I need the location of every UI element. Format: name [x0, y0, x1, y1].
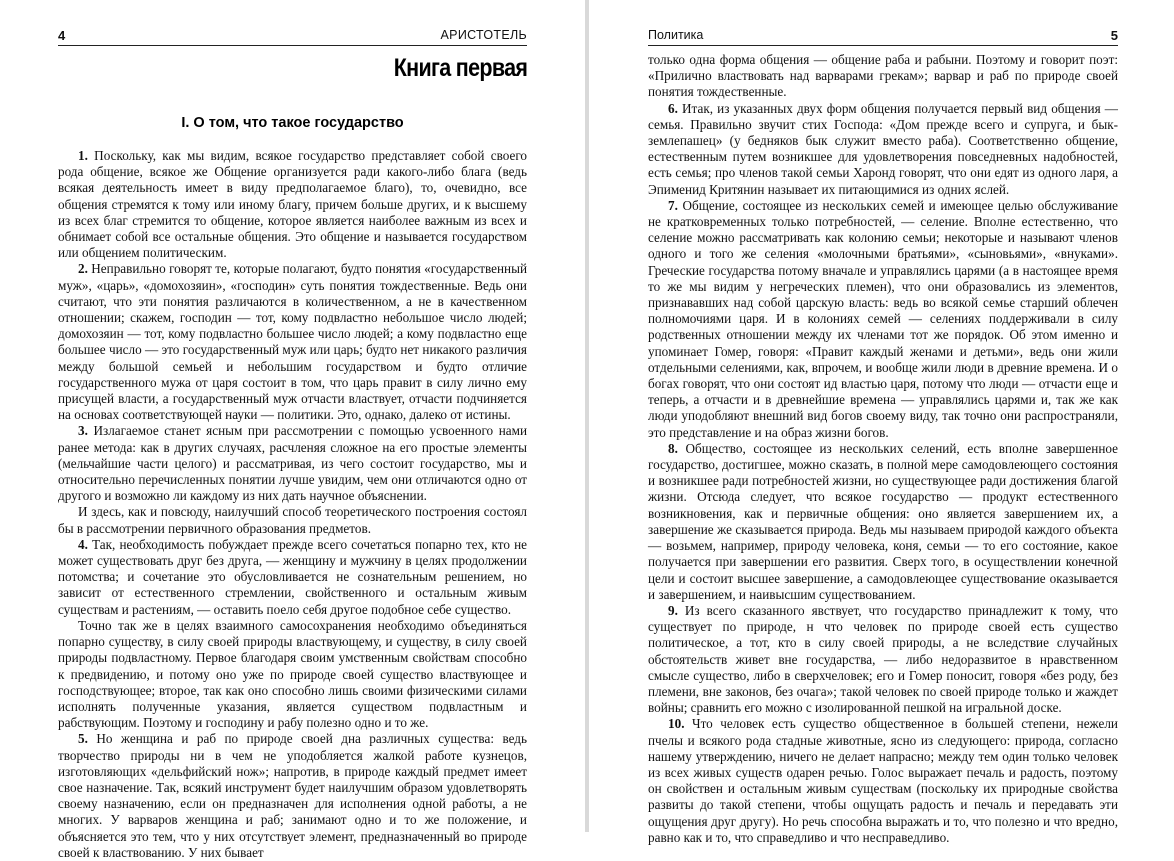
paragraph-number: 7.	[668, 197, 678, 213]
book-gutter	[585, 0, 589, 832]
page-number: 5	[1110, 28, 1118, 43]
paragraph-text: Так, необходимость побуждает прежде всего сочетаться попарно тех, кто не может существовать друг без друга, — женщину и мужчину в целях продолжении потомства; и сочетание это обусловливается не сознательным решением, но зависит от естественного стремлении, свойственного и остальным живым существам и растениям, — оставить поело себя другое подобное себе существо.	[58, 536, 528, 617]
paragraph-text: Из всего сказанного явствует, что государство принадлежит к тому, что существует по природе, н что человек по природе своей есть существо политическое, а тот, кто в силу своей природы, а не вследствие случайных обстоятельств живет вне государства, — либо недоразвитое в нравственном смысле существо, либо в сверхчеловек; его и Гомер поносит, говоря «без роду, без племени, вне законов, без очага»; такой человек по своей природе только и жаждет войны; сравнить его можно с изолированной пешкой на игральной доске.	[648, 602, 1118, 716]
paragraph-text: Поскольку, как мы видим, всякое государство представляет собой своего рода общение, всякое же Общение организуется ради какого-либо блага (ведь всякая деятельность имеет в виду предполагаемое благо), то, очевидно, все общения стремятся к тому или иному благу, причем больше других, и к высшему из всех благ стремится то общение, которое является наиболее важным из всех и обнимает собой все остальные общения. Это общение и называется государством или общением политическим.	[58, 148, 527, 261]
paragraph-number: 10.	[668, 716, 685, 732]
paragraph	[648, 441, 1118, 603]
paragraph-text: Неправильно говорят те, которые полагают, будто понятия «государственный муж», «царь», «домохозяин», «господин» суть понятия тождественные. Ведь они считают, что эти понятия различаются в количественном, а не в качественном отношении; скажем, господин — тот, кому подвластно небольшое число людей; домохозяин — тот, кому подвластно большее число людей; а кому подвластно еще большее число — это государственный муж или царь; будто нет никакого различия между большой семьей и небольшим государством и будто отличие государственного мужа от царя состоит в том, что царь правит в силу лично ему присущей власти, а государственный муж отчасти властвует, отчасти подчиняется на основах соответствующей науки — политики. Это, однако, далеко от истины.	[58, 261, 528, 423]
header-rule	[58, 45, 527, 46]
paragraph	[58, 423, 527, 504]
paragraph-number: 8.	[668, 440, 678, 456]
paragraph-text: Итак, из указанных двух форм общения получается первый вид общения — семья. Правильно звучит стих Господа: «Дом прежде всего и супруга, и бык-землепашец» (у бедняков бык служит вместо раба). Соответственно общение, естественным путем возникшее для удовлетворения повседневных надобностей, есть семья; про членов такой семьи Харонд говорят, что они едят из одного ларя, а Эпименид Критянин называет их питающимися из одних яслей.	[648, 100, 1118, 197]
paragraph	[58, 261, 527, 423]
paragraph-text: Общество, состоящее из нескольких селений, есть вполне завершенное государство, достигшее, можно сказать, в полной мере самодовлеющего состояния и возникшее ради потребностей жизни, но существующее ради достижения благой жизни. Отсюда следует, что всякое государство — продукт естественного возникновения, как и первичные общения: оно является завершением их, а завершение же сказывается природа. Ведь мы называем природой каждого объекта — возьмем, например, природу человека, коня, семьи — то его состояние, какое получается при завершении его развития. Сверх того, в осуществлении конечной цели и состоит высшее завершение, а самодовлеющее существование оказывается и завершением, и наивысшим существованием.	[648, 440, 1118, 602]
paragraph	[648, 603, 1118, 716]
paragraph	[58, 618, 527, 731]
paragraph-text: Излагаемое станет ясным при рассмотрении с помощью усвоенного нами ранее метода: как в других случаях, расчленяя сложное на его простые элементы (мельчайшие части целого) и рассматривая, из чего состоит государство, мы и относительно перечисленных понятии лучше увидим, чем они отличаются одно от другого и возможно ли каждому из них дать научное объяснении.	[58, 423, 528, 504]
right-page	[648, 0, 1119, 845]
paragraph-number: 5.	[78, 731, 88, 747]
paragraph-number: 2.	[78, 261, 88, 277]
running-head-title: АРИСТОТЕЛЬ	[440, 28, 527, 42]
continued-paragraph	[648, 52, 1118, 101]
left-page	[58, 0, 528, 860]
header-rule	[648, 45, 1118, 46]
page-body-right	[648, 52, 1118, 846]
book-title: Книга первая	[393, 54, 527, 82]
paragraph-text: И здесь, как и повсюду, наилучший способ теоретического построения состоял бы в рассмотрении первичного образования предметов.	[58, 504, 527, 536]
running-header-left	[58, 28, 527, 44]
paragraph-text: Что человек есть существо общественное в большей степени, нежели пчелы и всякого рода стадные животные, ясно из следующего: природа, согласно нашему утверждению, ничего не делает напрасно; между тем один только человек из всех живых существ одарен речью. Голос выражает печаль и радость, поэтому он свойствен и остальным живым существам (поскольку их природные свойства развиты до такой степени, чтобы ощущать радость и печаль и передавать эти ощущения друг другу). Но речь способна выражать и то, что полезно и что вредно, равно как и то, что справедливо и что несправедливо.	[648, 716, 1118, 845]
paragraph-text: Точно так же в целях взаимного самосохранения необходимо объединяться попарно существу, в силу своей природы властвующему, и существу, в силу своей природы подвластному. Первое благодаря своим умственным свойствам способно к предвидению, и потому оно уже по природе своей существо властвующее и господствующее; второе, так как оно способно лишь своими физическими силами исполнять полученные указания, является существом подвластным и рабствующим. Поэтому и господину и рабу полезно одно и то же.	[58, 617, 527, 731]
paragraph	[58, 731, 527, 861]
paragraph	[648, 716, 1118, 846]
paragraph-number: 4.	[78, 536, 88, 552]
paragraph	[648, 198, 1118, 441]
paragraph	[58, 148, 527, 261]
paragraph-number: 1.	[78, 148, 88, 163]
chapter-title: I. О том, что такое государство	[181, 115, 404, 131]
page-number: 4	[58, 28, 66, 43]
paragraph	[58, 537, 527, 618]
paragraph	[648, 101, 1118, 198]
paragraph-text: только одна форма общения — общение раба и рабыни. Поэтому и говорит поэт: «Прилично властвовать над варварами грекам»; варвар и раб по природе своей понятия тождественные.	[648, 52, 1118, 100]
paragraph-text: Общение, состоящее из нескольких семей и имеющее целью обслуживание не кратковременных только потребностей, — селение. Вполне естественно, что селение можно рассматривать как колонию семьи; некоторые и называют членов одного и того же селения «молочными братьями», «сыновьями», «внуками». Греческие государства потому вначале и управлялись царями (а в настоящее время то же мы видим у негреческих племен), что они образовались из элементов, признававших над собой царскую власть: ведь во всякой семье старший облечен полномочиями царя. И в колониях семей — селениях поддерживали в силу родственных отношении между их членами тот же порядок. Об этом именно и упоминает Гомер, говоря: «Правит каждый женами и детьми», ведь они жили отдельными селениями, как, впрочем, и вообще жили люди в древние времена. И о богах говорят, что они состоят ид властью царя, потому что люди — отчасти еще и теперь, а отчасти и в древнейшие времена — управлялись царями и, так же как люди уподобляют внешний вид богов своему виду, так точно они распространяли, это представление и на образ жизни богов.	[648, 197, 1119, 440]
paragraph-number: 9.	[668, 602, 678, 618]
page-body-left	[58, 148, 527, 861]
paragraph	[58, 504, 527, 536]
running-header-right	[648, 28, 1118, 44]
paragraph-number: 3.	[78, 423, 88, 439]
paragraph-number: 6.	[668, 100, 678, 116]
running-head-title: Политика	[648, 28, 704, 42]
paragraph-text: Но женщина и раб по природе своей дна различных существа: ведь творчество природы ни в чем не уподобляется жалкой работе кузнецов, изготовляющих «дельфийский нож»; напротив, в природе каждый предмет имеет свое назначение. Так, всякий инструмент будет наилучшим образом удовлетворять своему назначению, если он предназначен для исполнения одной работы, а не многих. У варваров женщина и раб; занимают одно и то же положение, и объясняется это тем, что у них отсутствует элемент, предназначенный во природе своей к властвованию. У них бывает	[58, 731, 527, 860]
